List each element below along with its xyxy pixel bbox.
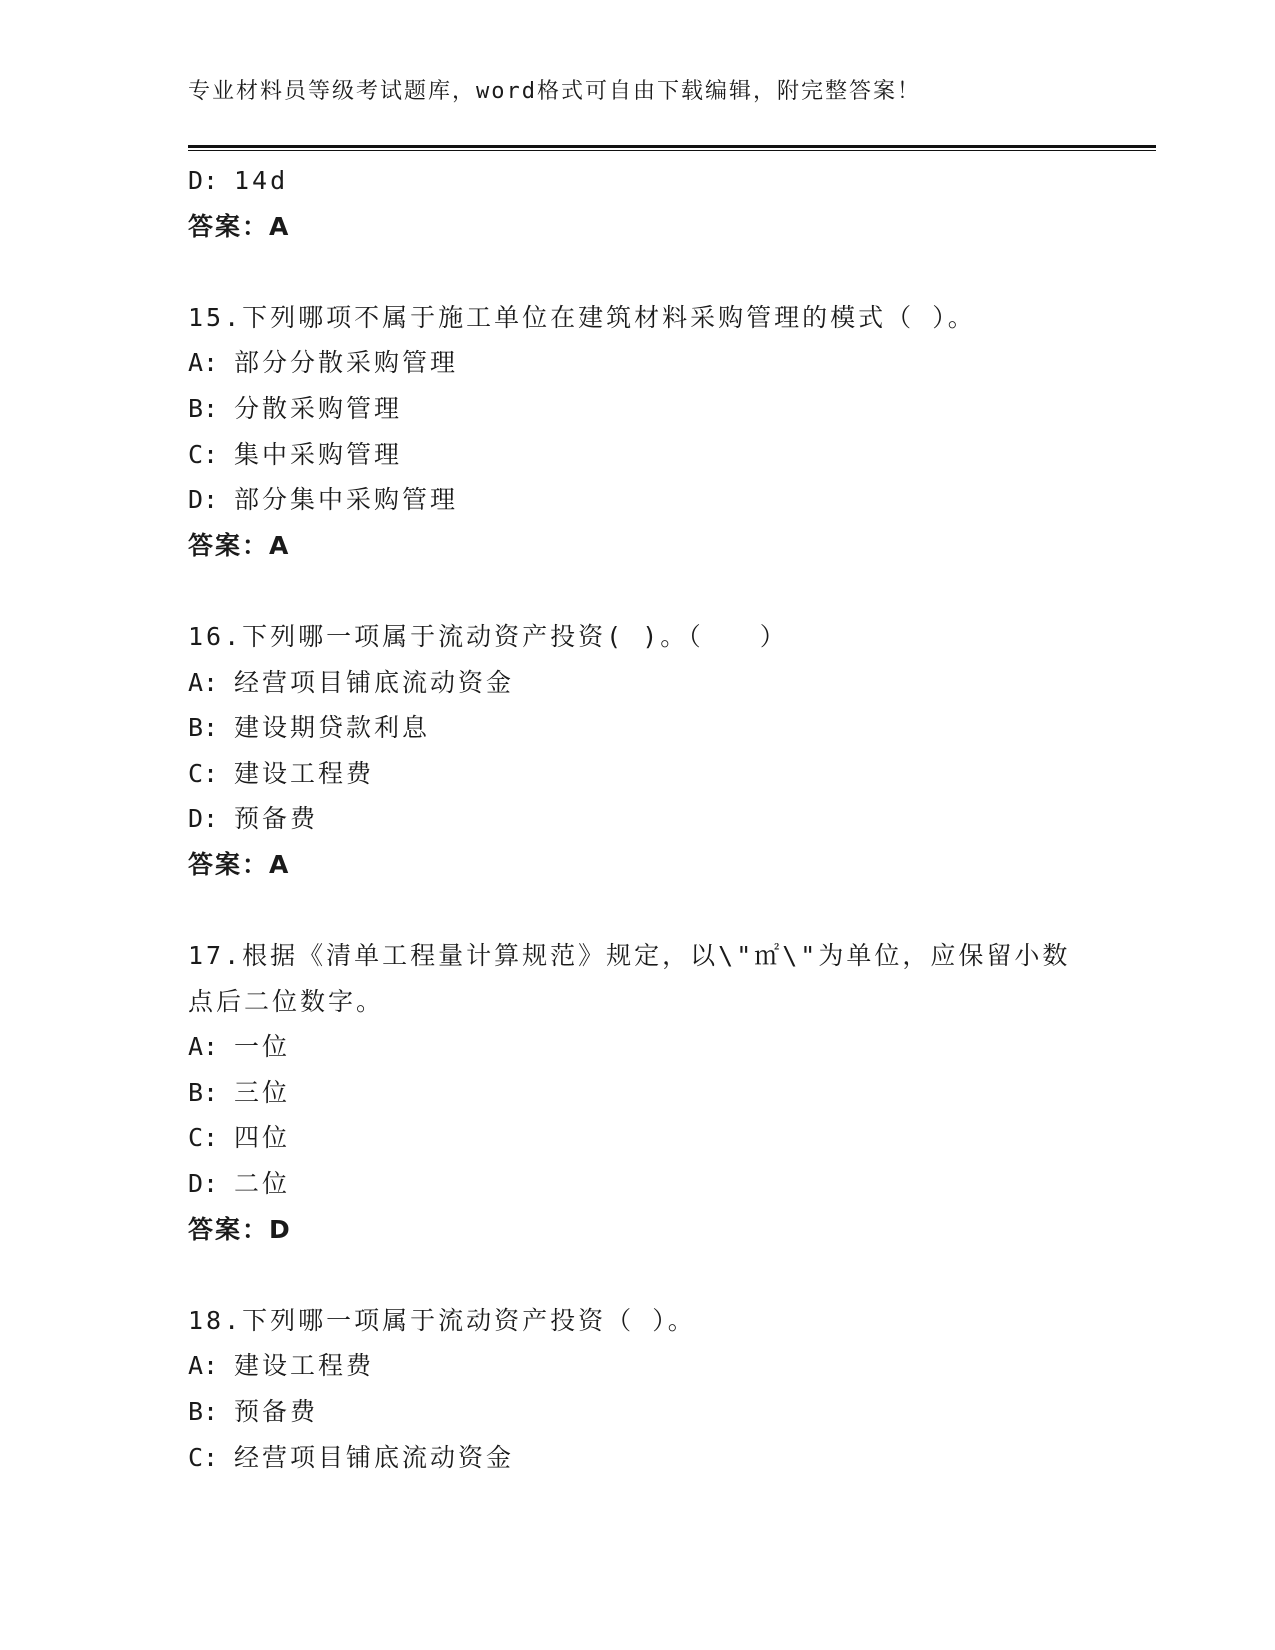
option-text: 14d xyxy=(234,166,289,195)
option-label: B: xyxy=(188,1077,219,1107)
option-c xyxy=(188,751,1088,797)
header-divider-thin xyxy=(188,150,1156,151)
option-d xyxy=(188,158,1088,204)
header-divider-thick xyxy=(188,145,1156,148)
question-stem-continued: 点后二位数字。 xyxy=(188,986,385,1016)
answer-line: 答案：A xyxy=(188,530,291,560)
option-c xyxy=(188,1115,1088,1161)
option-text: 预备费 xyxy=(234,1397,319,1427)
question-stem: 16.下列哪一项属于流动资产投资( )。（ ） xyxy=(188,621,788,651)
option-c xyxy=(188,1435,1088,1481)
option-label: D: xyxy=(188,166,219,195)
option-label: D: xyxy=(188,804,219,834)
option-text: 预备费 xyxy=(234,804,319,834)
option-b xyxy=(188,386,1088,432)
option-text: 二位 xyxy=(234,1169,291,1199)
option-text: 建设工程费 xyxy=(234,1351,375,1381)
option-a xyxy=(188,1343,1088,1389)
option-b xyxy=(188,705,1088,751)
option-text: 部分集中采购管理 xyxy=(234,485,459,515)
option-label: B: xyxy=(188,1397,219,1427)
option-b xyxy=(188,1070,1088,1116)
option-label: C: xyxy=(188,758,219,788)
option-label: A: xyxy=(188,1032,219,1062)
option-text: 建设工程费 xyxy=(234,758,375,788)
option-text: 集中采购管理 xyxy=(234,439,403,469)
option-label: D: xyxy=(188,485,219,515)
question-stem: 15.下列哪项不属于施工单位在建筑材料采购管理的模式（ ）。 xyxy=(188,302,976,332)
option-label: A: xyxy=(188,348,219,378)
option-d xyxy=(188,1161,1088,1207)
answer-line: 答案：A xyxy=(188,849,291,879)
question-stem: 17.根据《清单工程量计算规范》规定，以\"㎡\"为单位，应保留小数 xyxy=(188,941,1071,971)
option-label: A: xyxy=(188,667,219,697)
page-header: 专业材料员等级考试题库，word格式可自由下载编辑，附完整答案！ xyxy=(188,79,921,104)
option-a xyxy=(188,340,1088,386)
option-text: 经营项目铺底流动资金 xyxy=(234,667,515,697)
option-label: B: xyxy=(188,393,219,423)
option-text: 部分分散采购管理 xyxy=(234,348,459,378)
option-text: 一位 xyxy=(234,1032,291,1062)
option-b xyxy=(188,1389,1088,1435)
option-text: 四位 xyxy=(234,1123,291,1153)
option-text: 建设期贷款利息 xyxy=(234,713,431,743)
option-label: C: xyxy=(188,1442,219,1472)
option-label: A: xyxy=(188,1351,219,1381)
option-label: C: xyxy=(188,439,219,469)
option-text: 分散采购管理 xyxy=(234,393,403,423)
option-label: C: xyxy=(188,1123,219,1153)
answer-line: 答案：D xyxy=(188,1214,292,1244)
question-stem: 18.下列哪一项属于流动资产投资（ ）。 xyxy=(188,1305,696,1335)
option-d xyxy=(188,796,1088,842)
option-text: 三位 xyxy=(234,1077,291,1107)
option-label: B: xyxy=(188,713,219,743)
option-label: D: xyxy=(188,1169,219,1199)
option-a xyxy=(188,1024,1088,1070)
answer-line: 答案：A xyxy=(188,211,291,241)
option-a xyxy=(188,660,1088,706)
option-text: 经营项目铺底流动资金 xyxy=(234,1442,515,1472)
question-list xyxy=(188,158,1088,1480)
option-d xyxy=(188,477,1088,523)
option-c xyxy=(188,432,1088,478)
